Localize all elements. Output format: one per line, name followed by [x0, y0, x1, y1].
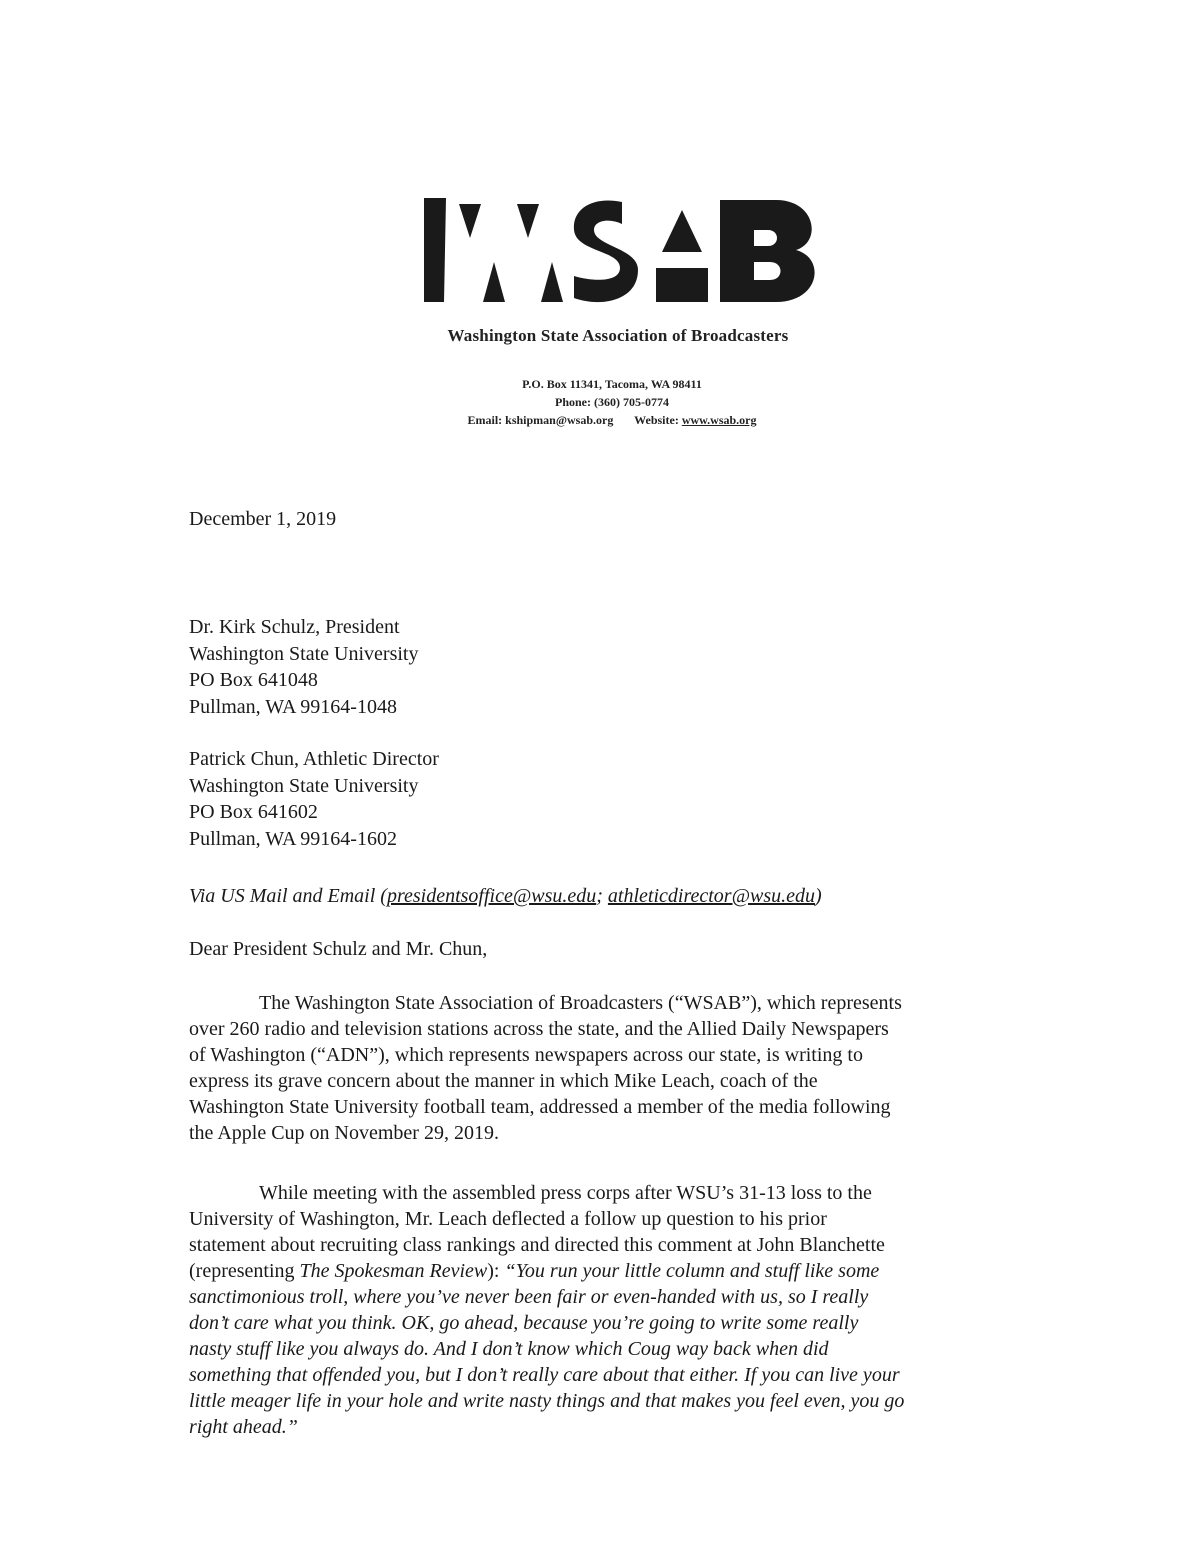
paragraph-line: University of Washington, Mr. Leach deflected a follow up question to his prior: [189, 1208, 827, 1230]
president-email-link[interactable]: presidentsoffice@wsu.edu: [386, 885, 597, 907]
address-line: Pullman, WA 99164-1048: [189, 695, 397, 718]
email-address: kshipman@wsab.org: [505, 413, 614, 427]
quote-text: sanctimonious troll, where you’ve never been fair or even-handed with us, so I really: [189, 1286, 869, 1308]
paragraph-line: over 260 radio and television stations across the state, and the Allied Daily Newspapers: [189, 1018, 889, 1040]
athletic-director-email-link[interactable]: athleticdirector@wsu.edu: [607, 885, 815, 907]
logo-text: WSAB: [624, 308, 627, 309]
recipient-address-1: [189, 614, 418, 720]
wsab-logo: [424, 190, 824, 310]
representing-prefix: (representing: [189, 1260, 300, 1282]
website-label: Website:: [634, 413, 679, 427]
letterhead-address: P.O. Box 11341, Tacoma, WA 98411: [522, 377, 702, 391]
address-line: Dr. Kirk Schulz, President: [189, 616, 400, 638]
address-line: Patrick Chun, Athletic Director: [189, 748, 439, 770]
address-line: PO Box 641602: [189, 801, 318, 823]
quote-line: [189, 1362, 1019, 1388]
paragraph-line: of Washington (“ADN”), which represents newspapers across our state, is writing to: [189, 1044, 863, 1066]
quote-line: [189, 1284, 1019, 1310]
quote-line: [189, 1310, 1019, 1336]
quote-line: [189, 1414, 1019, 1440]
letterhead-contact-line: [0, 411, 1200, 429]
quote-text: something that offended you, but I don’t really care about that either. If you can live your: [189, 1364, 900, 1386]
quote-text: little meager life in your hole and write nasty things and that makes you feel even, you go: [189, 1390, 905, 1412]
paragraph-line: the Apple Cup on November 29, 2019.: [189, 1122, 499, 1144]
via-separator: ;: [596, 885, 608, 907]
quote-line: [189, 1336, 1019, 1362]
email-label: Email:: [467, 413, 503, 427]
paragraph-line: statement about recruiting class rankings and directed this comment at John Blanchette: [189, 1234, 885, 1256]
quote-text: don’t care what you think. OK, go ahead, because you’re going to write some really: [189, 1312, 859, 1334]
recipient-address-2: [189, 746, 439, 852]
quote-line: [189, 1388, 1019, 1414]
body-paragraph-1: [189, 990, 1019, 1146]
publication-name: The Spokesman Review: [299, 1260, 488, 1282]
letterhead-phone: Phone: (360) 705-0774: [555, 395, 669, 409]
salutation: Dear President Schulz and Mr. Chun,: [189, 938, 488, 960]
address-line: Washington State University: [189, 642, 419, 665]
quote-text: nasty stuff like you always do. And I don’t know which Coug way back when did: [189, 1338, 829, 1360]
organization-name: Washington State Association of Broadcasters: [447, 326, 789, 345]
website-link[interactable]: www.wsab.org: [681, 413, 757, 427]
address-line: PO Box 641048: [189, 669, 318, 691]
address-line: Pullman, WA 99164-1602: [189, 827, 397, 850]
paragraph-line: [189, 1258, 1019, 1284]
paragraph-line: express its grave concern about the manner in which Mike Leach, coach of the: [189, 1070, 818, 1092]
paragraph-line: While meeting with the assembled press corps after WSU’s 31-13 loss to the: [259, 1182, 872, 1204]
via-prefix: Via US Mail and Email (: [189, 885, 387, 907]
letter-date: December 1, 2019: [189, 508, 337, 530]
paragraph-line: The Washington State Association of Broadcasters (“WSAB”), which represents: [259, 992, 902, 1014]
address-line: Washington State University: [189, 774, 419, 797]
quote-text: right ahead.”: [189, 1416, 298, 1438]
via-suffix: ): [815, 885, 822, 907]
paragraph-line: Washington State University football team, addressed a member of the media following: [189, 1096, 891, 1118]
quote-line: “You run your little column and stuff like some: [504, 1260, 880, 1282]
delivery-method: [189, 883, 822, 909]
representing-mid: ):: [487, 1260, 505, 1282]
body-paragraph-2: [189, 1180, 1019, 1440]
